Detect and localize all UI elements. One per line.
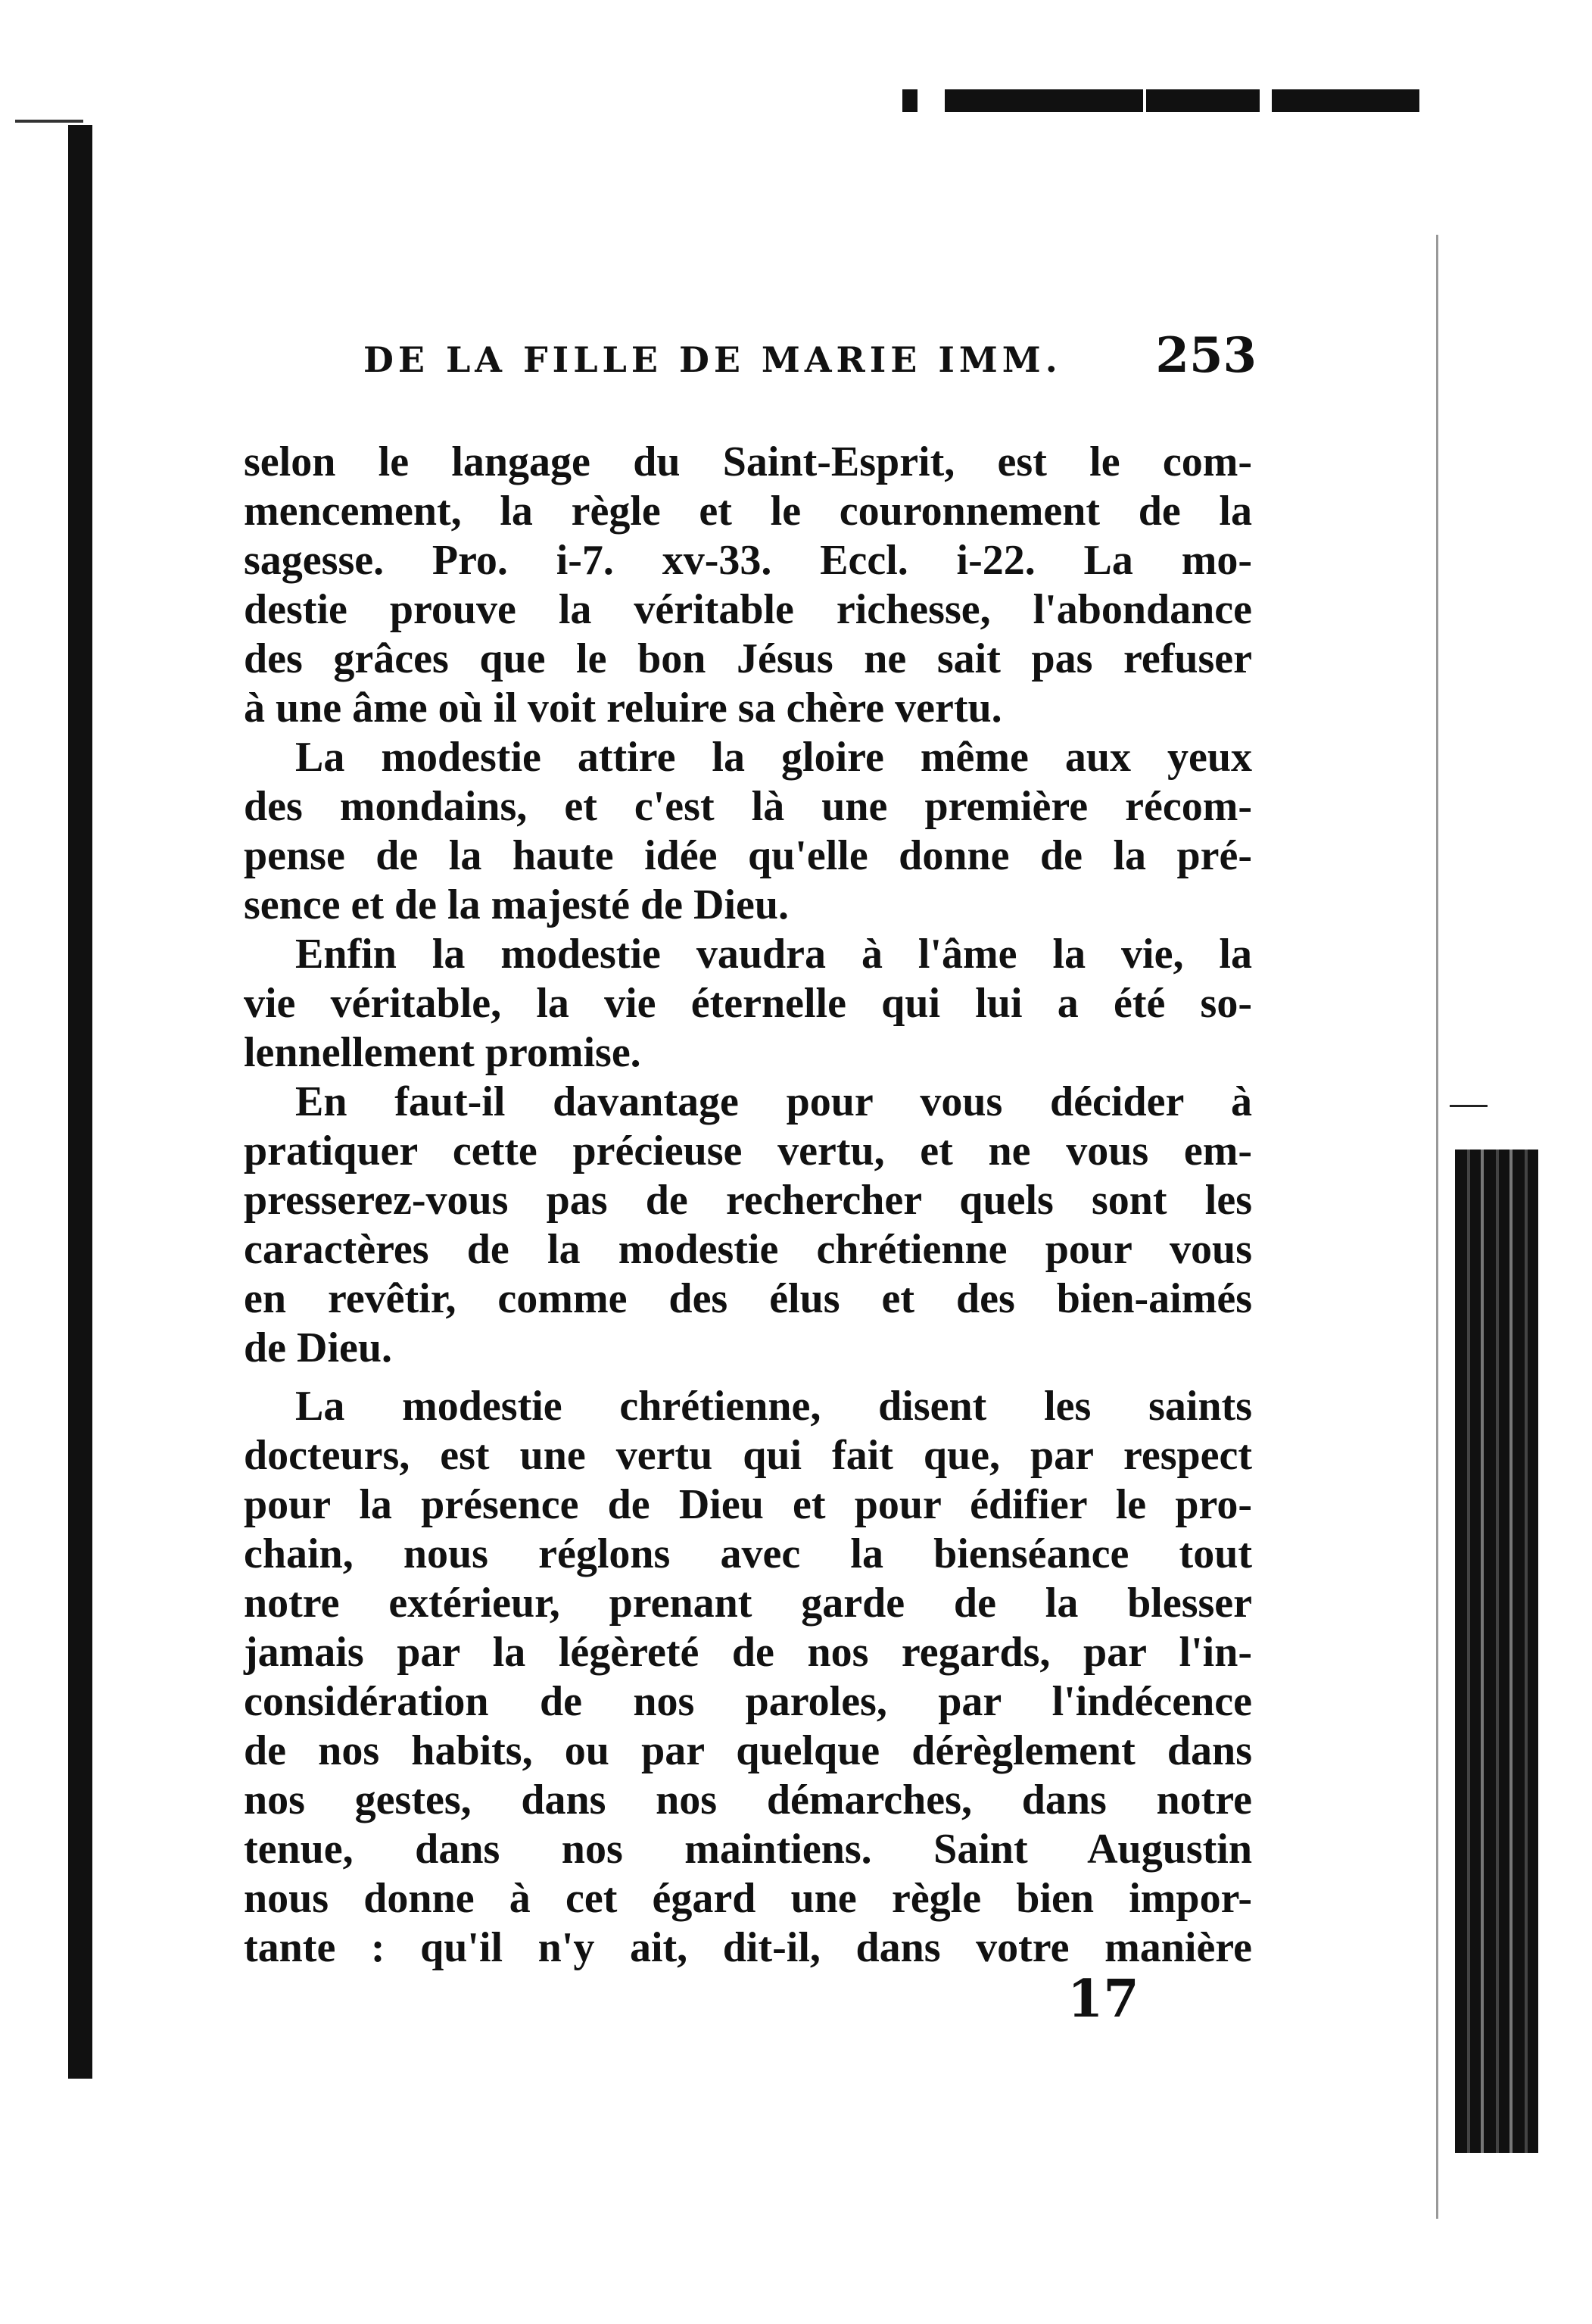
text-line: notre extérieur, prenant garde de la blesser [244,1580,1252,1627]
signature-mark: 17 [1067,1969,1139,2029]
left-binding-edge [68,125,92,2079]
text-line: docteurs, est une vertu qui fait que, par respect [244,1432,1252,1479]
paragraph [244,930,1252,1078]
text-line: sence et de la majesté de Dieu. [244,881,790,928]
text-line: nos gestes, dans nos démarches, dans notre [244,1777,1252,1823]
running-title: DE LA FILLE DE MARIE IMM. [363,339,1062,380]
text-line: lennellement promise. [244,1029,641,1076]
top-rule [1146,89,1260,112]
page-header [363,327,1257,388]
text-line: sagesse. Pro. i-7. xv-33. Eccl. i-22. La mo- [244,537,1252,584]
text-line: jamais par la légèreté de nos regards, par l'in- [244,1629,1252,1676]
text-line: nous donne à cet égard une règle bien impor- [244,1875,1252,1922]
text-line: considération de nos paroles, par l'indécence [244,1678,1252,1725]
paragraph [244,1078,1252,1373]
text-line: à une âme où il voit reluire sa chère vertu. [244,685,1002,732]
paragraph [244,438,1252,733]
text-line: vie véritable, la vie éternelle qui lui a été so- [244,980,1252,1027]
top-rule [1272,89,1419,112]
margin-line [15,120,83,123]
paragraph [244,1382,1252,1973]
text-line: mencement, la règle et le couronnement de la [244,488,1252,535]
text-line: des mondains, et c'est là une première récom- [244,783,1252,830]
right-binding-shadow [1455,1150,1538,2153]
text-line: En faut-il davantage pour vous décider à [295,1078,1252,1125]
text-line: selon le langage du Saint-Esprit, est le com- [244,438,1252,485]
text-line: de Dieu. [244,1324,392,1371]
top-rule [902,89,918,112]
text-line: tenue, dans nos maintiens. Saint Augustin [244,1826,1252,1873]
text-line: caractères de la modestie chrétienne pour vous [244,1226,1252,1273]
body-text [244,438,1252,1973]
text-line: pratiquer cette précieuse vertu, et ne vous em- [244,1128,1252,1174]
right-edge-tick [1450,1105,1488,1107]
top-rule [945,89,1143,112]
text-line: La modestie attire la gloire même aux yeux [295,734,1252,781]
text-line: tante : qu'il n'y ait, dit-il, dans votre manière [244,1924,1252,1971]
text-line: chain, nous réglons avec la bienséance tout [244,1530,1252,1577]
page-number: 253 [1155,327,1257,384]
text-line: presserez-vous pas de rechercher quels sont les [244,1177,1252,1224]
text-line: de nos habits, ou par quelque dérèglement dans [244,1727,1252,1774]
text-line: pour la présence de Dieu et pour édifier le pro- [244,1481,1252,1528]
text-line: destie prouve la véritable richesse, l'abondance [244,586,1252,633]
right-page-edge [1436,235,1438,2219]
text-line: La modestie chrétienne, disent les saints [295,1383,1252,1430]
text-line: Enfin la modestie vaudra à l'âme la vie, la [295,931,1252,978]
text-line: des grâces que le bon Jésus ne sait pas refuser [244,635,1252,682]
text-line: en revêtir, comme des élus et des bien-aimés [244,1275,1252,1322]
paragraph [244,733,1252,930]
text-line: pense de la haute idée qu'elle donne de la pré- [244,832,1252,879]
